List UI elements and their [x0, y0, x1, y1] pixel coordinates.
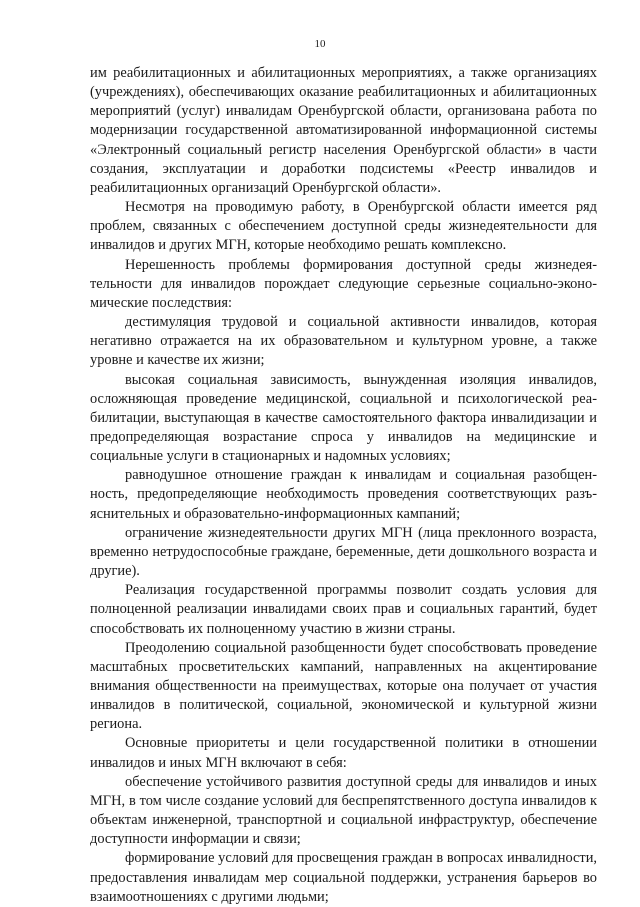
- paragraph-continued: им реабилитационных и абилитационных мероприятиях, а также организациях (учреждениях), обеспечивающих оказание реабилитационных и абилитационных мероприятий (услуг) инвалидам Оренбургской области, организована работа по модернизации государственной автоматизированной информационной системы «Электронный социальный регистр населения Оренбургской области» в части создания, эксплуатации и доработки подсистемы «Реестр инвалидов и реабилитационных организаций Оренбургской области».: [90, 65, 597, 196]
- paragraph: Основные приоритеты и цели государственной политики в отношении инвалидов и иных МГН включают в себя:: [90, 735, 597, 771]
- list-item: ограничение жизнедеятельности других МГН (лица преклонного возраста, временно нетрудоспособные граждане, беременные, дети дошкольного возраста и другие).: [90, 524, 597, 580]
- paragraph: Нерешенность проблемы формирования доступной среды жизнедеятельности для инвалидов порождает следующие серьезные социально-экономические последствия:: [90, 256, 597, 311]
- list-item: равнодушное отношение граждан к инвалидам и социальная разобщенность, предопределяющие необходимость проведения соответствующих разъяснительных и образовательно-информационных кампаний;: [90, 467, 597, 522]
- list-item: обеспечение устойчивого развития доступной среды для инвалидов и иных МГН, в том числе создание условий для беспрепятственного доступа инвалидов к объектам инженерной, транспортной и социальной инфраструктур, обеспечение доступности информации и связи;: [90, 773, 597, 848]
- document-body: [90, 64, 597, 907]
- paragraph: Несмотря на проводимую работу, в Оренбургской области имеется ряд проблем, связанных с обеспечением доступной среды жизнедеятельности для инвалидов и других МГН, которые необходимо решать комплексно.: [90, 199, 597, 254]
- paragraph: Реализация государственной программы позволит создать условия для полноценной реализации инвалидами своих прав и социальных гарантий, будет способствовать их полноценному участию в жизни страны.: [90, 582, 597, 637]
- list-item: дестимуляция трудовой и социальной активности инвалидов, которая негативно отражается на их образовательном и культурном уровне, а также уровне и качестве их жизни;: [90, 314, 597, 369]
- page-number: 10: [314, 38, 326, 50]
- list-item: высокая социальная зависимость, вынужденная изоляция инвалидов, осложняющая проведение медицинской, социальной и психологической реабилитации, выступающая в качестве самостоятельного фактора инвалидизации и предопределяющая возрастание спроса у инвалидов на медицинские и социальные услуги в стационарных и надомных условиях;: [90, 371, 597, 465]
- list-item: формирование условий для просвещения граждан в вопросах инвалидности, предоставления инвалидам мер социальной поддержки, устранения барьеров во взаимоотношениях с другими людьми;: [90, 850, 597, 905]
- paragraph: Преодолению социальной разобщенности будет способствовать проведение масштабных просветительских кампаний, направленных на акцентирование внимания общественности на преимуществах, которые она получает от участия инвалидов в политической, социальной, экономической и культурной жизни региона.: [90, 639, 597, 733]
